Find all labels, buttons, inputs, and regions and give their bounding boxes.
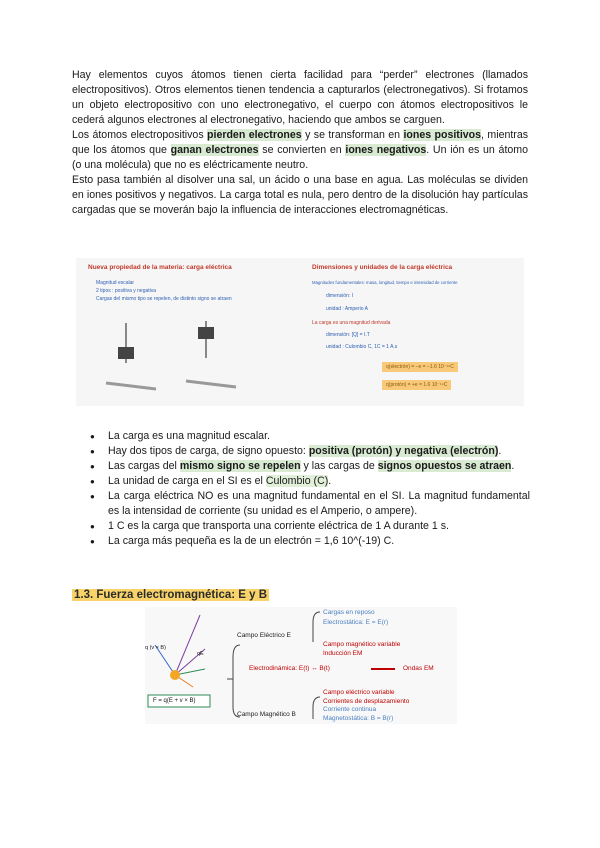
text: , mientras que los átomos que xyxy=(72,129,529,156)
highlight-iones-negativos: iones negativos xyxy=(345,144,427,156)
campo-electrico-variable: Campo eléctrico variable xyxy=(323,689,395,696)
highlight-ganan: ganan electrones xyxy=(170,144,259,156)
campo-electrico-label: Campo Eléctrico E xyxy=(237,632,291,639)
campo-magnetico-variable: Campo magnético variable xyxy=(323,641,401,648)
list-item: ● 1 C es la carga que transporta una corriente eléctrica de 1 A durante 1 s. xyxy=(90,519,530,534)
text: y las cargas de xyxy=(300,460,378,472)
highlight: mismo signo se repelen xyxy=(179,460,301,472)
cargas-reposo: Cargas en reposo xyxy=(323,609,375,616)
electrostatica: Electrostática: E = E(r) xyxy=(323,619,389,626)
paragraph-1: Hay elementos cuyos átomos tienen cierta facilidad para “perder” electrones (llamados electropositivos). Otros elementos tienen tendencia a capturarlos (electronegativos). Si frotamos un objeto electropositivo con uno electronegativo, el cuerpo con átomos electropositivos le cederá algunos electrones al electronegativo, haciendo que ambos se carguen. xyxy=(72,69,528,126)
list-item: ● La carga eléctrica NO es una magnitud fundamental en el SI. La magnitud fundamental es la intensidad de corriente (su unidad es el Amperio, o ampere). xyxy=(90,489,530,519)
highlight: Culombio (C) xyxy=(265,475,329,487)
electron-charge-box: q(electrón) = −e = −1.6 10⁻¹⁹C xyxy=(382,362,458,372)
slide-right-item: dimensión: I xyxy=(326,293,353,299)
text: y se transforman en xyxy=(301,129,404,141)
proton-charge-box: q(protón) = +e = 1.6 10⁻¹⁹C xyxy=(382,380,451,390)
paragraph-3: Esto pasa también al disolver una sal, un ácido o una base en agua. Las moléculas se dividen en iones positivos y negativos. La carga total es nula, pero dentro de la disolución hay partículas cargadas que se moverán bajo la influencia de interacciones electromagnéticas. xyxy=(72,174,528,216)
slide-left-item: Magnitud escalar xyxy=(96,280,135,286)
slide-right-item: unidad : Amperio A xyxy=(326,306,368,312)
slide-image xyxy=(76,258,524,406)
em-diagram xyxy=(145,607,457,724)
section-heading: 1.3. Fuerza electromagnética: E y B xyxy=(74,589,268,601)
slide-right-item: unidad : Culombio C, 1C = 1 A.s xyxy=(326,344,398,350)
list-item xyxy=(90,459,530,474)
highlight: signos opuestos se atraen xyxy=(377,460,512,472)
text: La unidad de carga en el SI es el xyxy=(108,475,266,487)
text: Hay dos tipos de carga, de signo opuesto: xyxy=(108,445,309,457)
corriente-continua: Corriente continua xyxy=(323,706,377,713)
highlight-iones-positivos: iones positivos xyxy=(403,129,482,141)
list-item: ● La carga más pequeña es la de un electrón = 1,6 10^(-19) C. xyxy=(90,534,530,549)
list-item xyxy=(90,474,530,489)
slide-right-title: Dimensiones y unidades de la carga eléctrica xyxy=(312,264,453,271)
list-item xyxy=(90,444,530,459)
highlight: positiva (protón) y negativa (electrón) xyxy=(308,445,499,457)
corrientes-desplazamiento: Corrientes de desplazamiento xyxy=(323,698,410,705)
ondas-em: Ondas EM xyxy=(403,665,434,672)
text: . xyxy=(498,445,502,457)
highlight-pierden: pierden electrones xyxy=(207,129,302,141)
qe-label: qE xyxy=(197,651,204,657)
slide-right-item: dimensión: [Q] = I.T xyxy=(326,332,370,338)
induccion-em: Inducción EM xyxy=(323,650,363,657)
text: . Un ión es un átomo (o una molécula) que no es eléctricamente neutro. xyxy=(72,144,528,171)
text: se convierten en xyxy=(258,144,346,156)
paragraph-2 xyxy=(72,128,528,173)
slide-left-item: 2 tipos : positiva y negativa xyxy=(96,288,157,294)
slide-right-item: La carga es una magnitud derivada xyxy=(312,320,391,326)
text: . xyxy=(328,475,332,487)
intro-text xyxy=(72,68,528,218)
slide-right-item: Magnitudes fundamentales: masa, longitud, tiempo e intensidad de corriente xyxy=(312,280,458,285)
electrodinamica: Electrodinámica: E(t) ↔ B(t) xyxy=(249,665,330,672)
bullet-list xyxy=(90,429,530,549)
slide-left-title: Nueva propiedad de la materia: carga eléctrica xyxy=(88,264,232,271)
electroscope-illustration xyxy=(96,313,296,398)
text: . xyxy=(511,460,515,472)
magnetostatica: Magnetostática: B = B(r) xyxy=(323,715,394,722)
text: Los átomos electropositivos xyxy=(72,129,208,141)
campo-magnetico-label: Campo Magnético B xyxy=(237,711,296,718)
force-formula: F = q(E + v × B) xyxy=(153,698,196,704)
slide-left-item: Cargas del mismo tipo se repelen, de distinto signo se atraen xyxy=(96,296,232,302)
force-label: q (v × B) xyxy=(145,645,166,651)
list-item: ● La carga es una magnitud escalar. xyxy=(90,429,530,444)
text: Las cargas del xyxy=(108,460,180,472)
